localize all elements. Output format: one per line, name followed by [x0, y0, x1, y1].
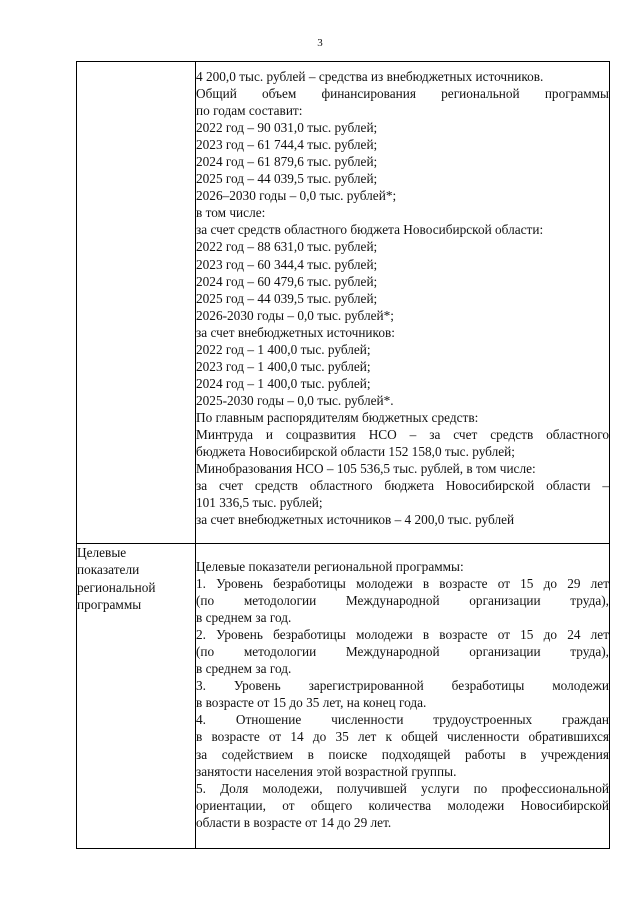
text-line: 1. Уровень безработицы молодежи в возрасте от 15 до 29 лет [196, 576, 609, 592]
text-line: Общий объем финансирования региональной программы [196, 86, 609, 102]
text-line: 2026-2030 годы – 0,0 тыс. рублей*; [196, 307, 394, 323]
text-line: в среднем за год. [196, 610, 292, 626]
text-line: 2022 год – 1 400,0 тыс. рублей; [196, 341, 371, 357]
text-line: (по методологии Международной организации труда), [196, 593, 609, 609]
text-line: 4. Отношение численности трудоустроенных граждан [196, 712, 609, 728]
table-row-indicators [77, 544, 610, 849]
label-line: Целевые [77, 545, 127, 560]
text-line: (по методологии Международной организации труда), [196, 644, 609, 660]
text-line: 2023 год – 60 344,4 тыс. рублей; [196, 256, 378, 272]
text-line: 3. Уровень зарегистрированной безработицы молодежи [196, 678, 609, 694]
text-line: в том числе: [196, 205, 266, 221]
label-line: показатели [77, 562, 140, 578]
page-number: 3 [317, 37, 323, 49]
text-line: 2022 год – 88 631,0 тыс. рублей; [196, 239, 378, 255]
text-line: за содействием в поиске подходящей работы в учреждения [196, 746, 609, 762]
text-line: 2025 год – 44 039,5 тыс. рублей; [196, 171, 378, 187]
text-line: 5. Доля молодежи, получившей услуги по профессиональной [196, 780, 609, 796]
text-line: 2024 год – 61 879,6 тыс. рублей; [196, 154, 378, 170]
text-line: 2023 год – 1 400,0 тыс. рублей; [196, 358, 371, 374]
text-line: в возрасте от 14 до 35 лет к общей численности обратившихся [196, 729, 609, 745]
label-line: региональной [77, 579, 156, 595]
row-label-financing [77, 62, 196, 544]
text-line: Минтруда и соцразвития НСО – за счет средств областного [196, 426, 609, 442]
text-line: ориентации, от общего количества молодежи Новосибирской [196, 797, 609, 813]
text-line: 4 200,0 тыс. рублей – средства из внебюджетных источников. [196, 69, 544, 84]
text-line: области в возрасте от 14 до 29 лет. [196, 814, 392, 830]
text-line: за счет внебюджетных источников: [196, 324, 395, 340]
text-line: бюджета Новосибирской области 152 158,0 тыс. рублей; [196, 444, 515, 460]
text-line: По главным распорядителям бюджетных средств: [196, 409, 479, 425]
row-label-indicators [77, 544, 196, 849]
row-content-indicators [196, 544, 610, 849]
text-line: 2023 год – 61 744,4 тыс. рублей; [196, 137, 378, 153]
program-passport-table [76, 61, 610, 849]
text-line: в среднем за год. [196, 661, 292, 677]
text-line: Минобразования НСО – 105 536,5 тыс. рублей, в том числе: [196, 461, 536, 477]
text-line: 2. Уровень безработицы молодежи в возрасте от 15 до 24 лет [196, 627, 609, 643]
text-line: 2022 год – 90 031,0 тыс. рублей; [196, 120, 378, 136]
text-line: 2026–2030 годы – 0,0 тыс. рублей*; [196, 188, 397, 204]
row-content-financing [196, 62, 610, 544]
text-line: 2025 год – 44 039,5 тыс. рублей; [196, 290, 378, 306]
table-row-financing [77, 62, 610, 544]
text-line: Целевые показатели региональной программы: [196, 559, 464, 574]
text-line: за счет средств областного бюджета Новосибирской области – [196, 478, 609, 494]
text-line: 2024 год – 60 479,6 тыс. рублей; [196, 273, 378, 289]
text-line: по годам составит: [196, 103, 303, 119]
text-line: 2025-2030 годы – 0,0 тыс. рублей*. [196, 392, 394, 408]
text-line: в возрасте от 15 до 35 лет, на конец года. [196, 695, 427, 711]
text-line: 101 336,5 тыс. рублей; [196, 495, 323, 511]
text-line: занятости населения этой возрастной группы. [196, 763, 457, 779]
text-line: 2024 год – 1 400,0 тыс. рублей; [196, 375, 371, 391]
text-line: за счет внебюджетных источников – 4 200,0 тыс. рублей [196, 512, 515, 528]
label-line: программы [77, 596, 142, 612]
text-line: за счет средств областного бюджета Новосибирской области: [196, 222, 544, 238]
